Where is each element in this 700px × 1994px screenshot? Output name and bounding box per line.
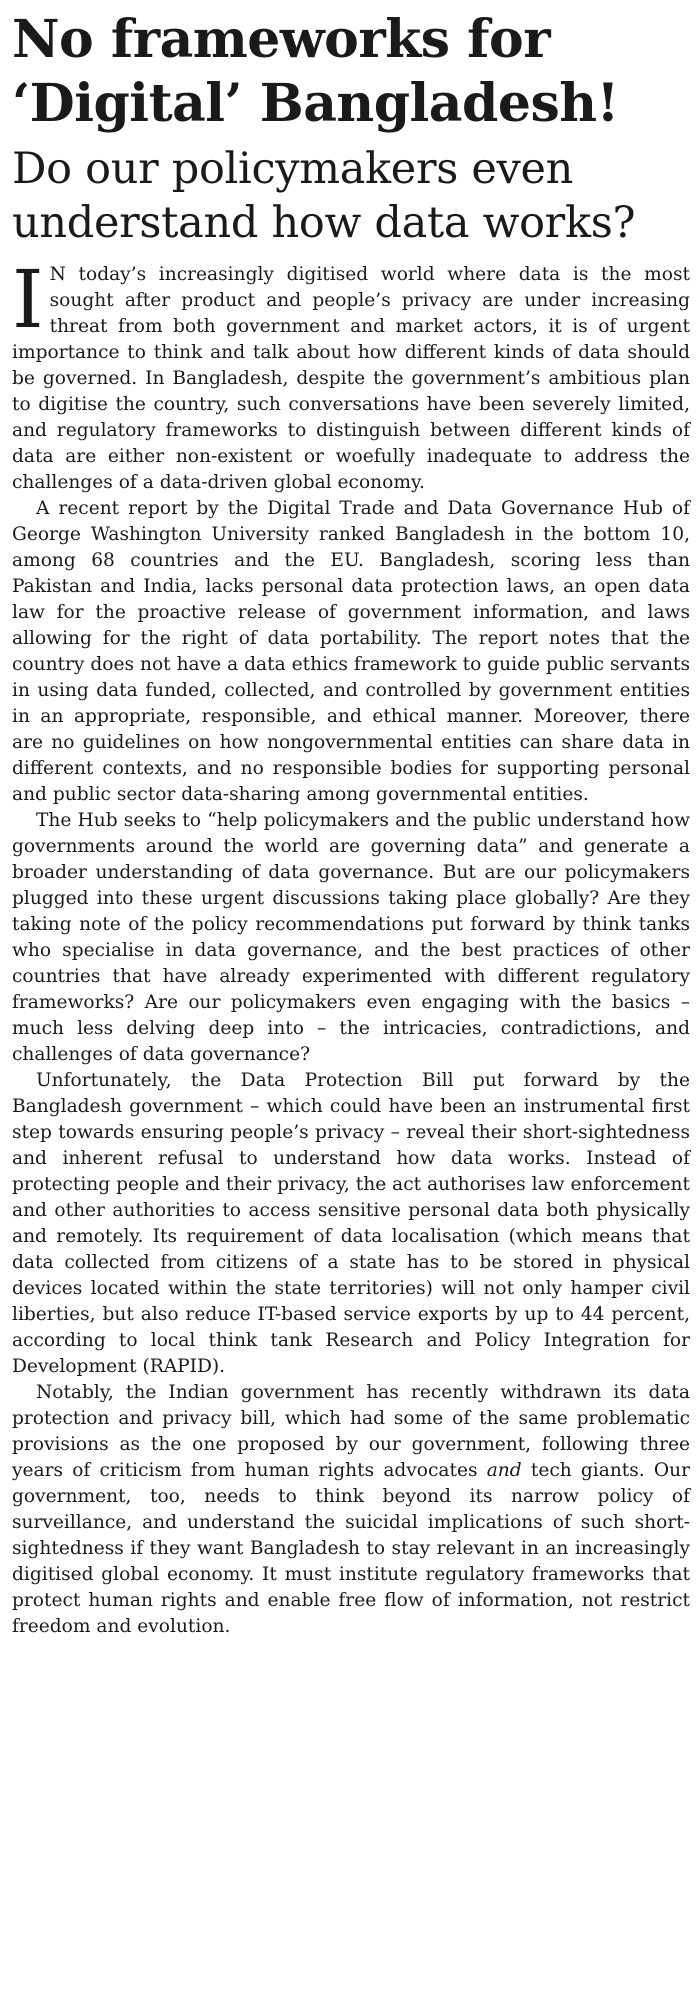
subheadline: Do our policymakers even understand how data works? (12, 144, 636, 248)
paragraph-1-text: N today’s increasingly digitised world where data is the most sought after product and people’s privacy are under increasing threat from both government and market actors, it is of urgent importance to think and talk about how different kinds of data should be governed. In Bangladesh, despite the government’s ambitious plan to digitise the country, such conversations have been severely limited, and regulatory frameworks to distinguish between different kinds of data are either non-existent or woefully inadequate to address the challenges of a data-driven global economy. (12, 264, 690, 493)
drop-cap: I (12, 253, 44, 346)
article-body (12, 253, 691, 1640)
paragraph-5-text-a: Notably, the Indian government has recently withdrawn its data protection and privacy bill, which had some of the same problematic provisions as the one proposed by our government, following three years of criticism from human rights advocates (12, 1382, 690, 1481)
paragraph-2: A recent report by the Digital Trade and Data Governance Hub of George Washington University ranked Bangladesh in the bottom 10, among 68 countries and the EU. Bangladesh, scoring less than Pakistan and India, lacks personal data protection laws, an open data law for the proactive release of government information, and laws allowing for the right of data portability. The report notes that the country does not have a data ethics framework to guide public servants in using data funded, collected, and controlled by government entities in an appropriate, responsible, and ethical manner. Moreover, there are no guidelines on how nongovernmental entities can share data in different contexts, and no responsible bodies for supporting personal and public sector data-sharing among governmental entities. (12, 498, 690, 805)
paragraph-4: Unfortunately, the Data Protection Bill put forward by the Bangladesh government – which could have been an instrumental first step towards ensuring people’s privacy – reveal their short-sightedness and inherent refusal to understand how data works. Instead of protecting people and their privacy, the act authorises law enforcement and other authorities to access sensitive personal data both physically and remotely. Its requirement of data localisation (which means that data collected from citizens of a state has to be stored in physical devices located within the state territories) will not only hamper civil liberties, but also reduce IT-based service exports by up to 44 percent, according to local think tank Research and Policy Integration for Development (RAPID). (12, 1070, 690, 1377)
paragraph-3: The Hub seeks to “help policymakers and the public understand how governments around the world are governing data” and generate a broader understanding of data governance. But are our policymakers plugged into these urgent discussions taking place globally? Are they taking note of the policy recommendations put forward by think tanks who specialise in data governance, and the best practices of other countries that have already experimented with different regulatory frameworks? Are our policymakers even engaging with the basics – much less delving deep into – the intricacies, contradictions, and challenges of data governance? (12, 810, 690, 1065)
headline: No frameworks for ‘Digital’ Bangladesh! (12, 9, 619, 134)
paragraph-1 (12, 253, 690, 496)
paragraph-5 (12, 1380, 690, 1640)
paragraph-5-emphasis: and (486, 1460, 522, 1481)
article (12, 8, 690, 1640)
paragraph-5-text-b: tech giants. Our government, too, needs to think beyond its narrow policy of surveillance, and understand the suicidal implications of such short-sightedness if they want Bangladesh to stay relevant in an increasingly digitised global economy. It must institute regulatory frameworks that protect human rights and enable free flow of information, not restrict freedom and evolution. (12, 1460, 691, 1637)
